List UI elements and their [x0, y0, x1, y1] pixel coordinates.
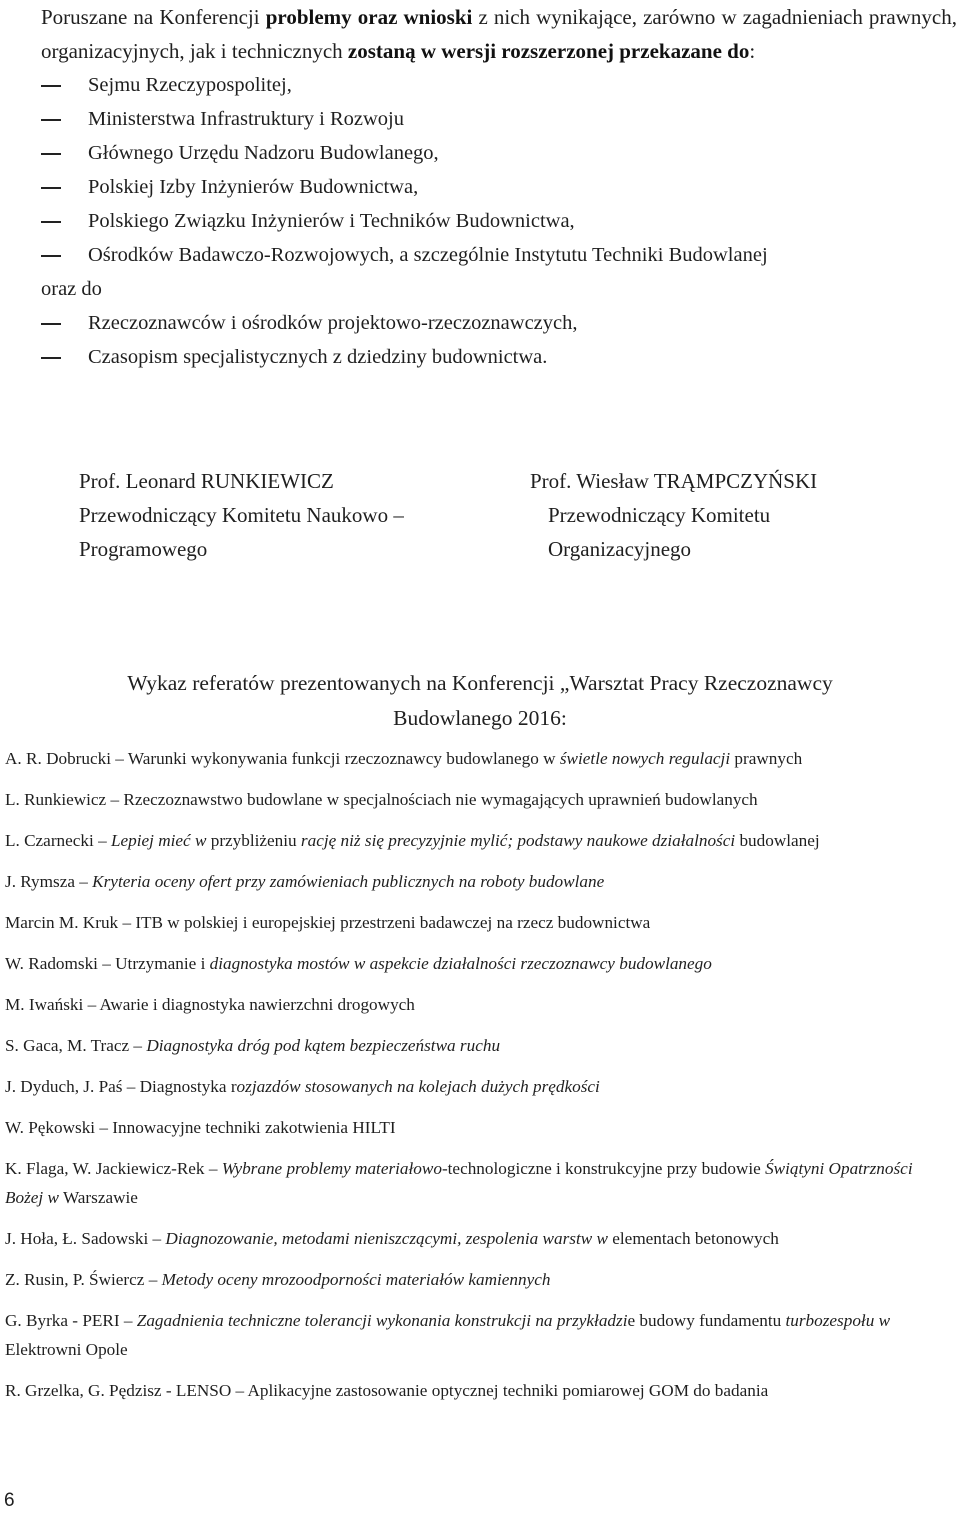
- paper-title: Diagnozowanie, metodami nieniszczącymi, zespolenia warstw w: [165, 1229, 608, 1248]
- paper-separator: –: [93, 831, 111, 850]
- paper-entry: [5, 1154, 955, 1212]
- paper-title: Świątyni Opatrzności Bożej w: [5, 1159, 913, 1207]
- paper-separator: –: [83, 995, 100, 1014]
- paper-entry: [5, 1031, 955, 1060]
- paper-title: Warunki wykonywania funkcji rzeczoznawcy budowlanego w: [127, 749, 560, 768]
- recipient-item: Polskiego Związku Inżynierów i Techników Budownictwa,: [41, 204, 957, 238]
- intro-emphasis: problemy oraz wnioski: [265, 5, 473, 29]
- paper-title: Diagnostyka dróg pod kątem bezpieczeństwa ruchu: [146, 1036, 501, 1055]
- recipients-list: [41, 68, 957, 272]
- paper-title: Innowacyjne techniki zakotwienia HILTI: [112, 1118, 396, 1137]
- paper-separator: –: [148, 1229, 166, 1248]
- paper-separator: –: [110, 749, 128, 768]
- paper-separator: –: [129, 1036, 147, 1055]
- paper-authors: S. Gaca, M. Tracz: [5, 1036, 130, 1055]
- paper-authors: R. Grzelka, G. Pędzisz - LENSO: [5, 1381, 232, 1400]
- signature-name: Prof. Wiesław TRĄMPCZYŃSKI: [530, 469, 818, 493]
- recipients-list-2: [41, 306, 957, 374]
- recipient-item: Rzeczoznawców i ośrodków projektowo-rzeczoznawczych,: [41, 306, 957, 340]
- papers-title-line: Budowlanego 2016:: [393, 706, 567, 730]
- paper-title: Awarie i diagnostyka nawierzchni drogowych: [99, 995, 415, 1014]
- paper-authors: K. Flaga, W. Jackiewicz-Rek: [5, 1159, 205, 1178]
- paper-entry: [5, 1224, 955, 1253]
- paper-authors: Marcin M. Kruk: [5, 913, 119, 932]
- paper-separator: –: [119, 1311, 137, 1330]
- paper-title: Utrzymanie i: [115, 954, 210, 973]
- paper-separator: –: [204, 1159, 222, 1178]
- paper-authors: J. Dyduch, J. Paś: [5, 1077, 123, 1096]
- paper-title: diagnostyka mostów w aspekcie działalności rzeczoznawcy budowlanego: [209, 954, 712, 973]
- paper-title: przybliżeniu: [210, 831, 297, 850]
- paper-authors: L. Czarnecki: [5, 831, 94, 850]
- paper-title: Warszawie: [58, 1188, 138, 1207]
- paper-separator: –: [74, 872, 93, 891]
- recipient-item: Głównego Urzędu Nadzoru Budowlanego,: [41, 136, 957, 170]
- page-number: 6: [4, 1490, 15, 1511]
- paper-entry: [5, 1306, 955, 1364]
- paper-authors: A. R. Dobrucki: [5, 749, 111, 768]
- paper-authors: M. Iwański: [5, 995, 84, 1014]
- paper-authors: G. Byrka - PERI: [5, 1311, 120, 1330]
- paper-entry: [5, 1376, 955, 1405]
- paper-title: turbozespołu w: [785, 1311, 891, 1330]
- paper-entry: [5, 1265, 955, 1294]
- paper-separator: –: [231, 1381, 248, 1400]
- paper-entry: [5, 949, 955, 978]
- paper-title: Elektrowni Opole: [5, 1340, 128, 1359]
- paper-entry: [5, 744, 955, 773]
- paper-entry: [5, 1072, 955, 1101]
- paper-authors: J. Rymsza: [5, 872, 75, 891]
- intro-emphasis: zostaną w wersji rozszerzonej przekazane do: [347, 39, 750, 63]
- signature-role: Programowego: [79, 537, 208, 561]
- paper-separator: –: [95, 1118, 113, 1137]
- recipient-item: Sejmu Rzeczypospolitej,: [41, 68, 957, 102]
- intro-text: z nich wynikające, zarówno w zagadnieniach prawnych, organizacyjnych, jak i technicznych: [41, 5, 957, 63]
- list-continuation: oraz do: [41, 278, 102, 300]
- intro-section: [41, 0, 957, 374]
- paper-title: e budowy fundamentu: [627, 1311, 786, 1330]
- recipient-item: Polskiej Izby Inżynierów Budownictwa,: [41, 170, 957, 204]
- paper-title: świetle nowych regulacji: [559, 749, 731, 768]
- paper-separator: –: [97, 954, 116, 973]
- paper-title: rację niż się precyzyjnie mylić; podstawy naukowe działalności: [296, 831, 736, 850]
- paper-title: ozjazdów stosowanych na kolejach dużych prędkości: [236, 1077, 600, 1096]
- paper-entry: [5, 990, 955, 1019]
- paper-title: Aplikacyjne zastosowanie optycznej techniki pomiarowej GOM do badania: [247, 1381, 769, 1400]
- paper-title: Diagnostyka r: [139, 1077, 237, 1096]
- paper-title: Zagadnienia techniczne tolerancji wykonania konstrukcji na przykładzi: [136, 1311, 628, 1330]
- paper-authors: J. Hoła, Ł. Sadowski: [5, 1229, 149, 1248]
- paper-separator: –: [144, 1270, 162, 1289]
- recipient-item: Ośrodków Badawczo-Rozwojowych, a szczególnie Instytutu Techniki Budowlanej: [41, 238, 957, 272]
- paper-title: Kryteria oceny ofert przy zamówieniach publicznych na roboty budowlane: [92, 872, 605, 891]
- paper-authors: W. Pękowski: [5, 1118, 96, 1137]
- paper-title: Wybrane problemy materiałowo: [221, 1159, 442, 1178]
- papers-title-line: Wykaz referatów prezentowanych na Konferencji „Warsztat Pracy Rzeczoznawcy: [127, 671, 833, 695]
- paper-title: Lepiej mieć w: [110, 831, 211, 850]
- signature-role: Przewodniczący Komitetu Naukowo –: [79, 503, 404, 527]
- paper-title: Rzeczoznawstwo budowlane w specjalnościach nie wymagających uprawnień budowlanych: [123, 790, 758, 809]
- paper-title: elementach betonowych: [607, 1229, 779, 1248]
- signature-right: [530, 464, 817, 566]
- paper-entry: [5, 867, 955, 896]
- intro-paragraph: [41, 0, 957, 68]
- paper-authors: L. Runkiewicz: [5, 790, 107, 809]
- signature-name: Prof. Leonard RUNKIEWICZ: [79, 469, 334, 493]
- paper-authors: W. Radomski: [5, 954, 98, 973]
- recipient-item: Czasopism specjalistycznych z dziedziny budownictwa.: [41, 340, 957, 374]
- paper-title: -technologiczne i konstrukcyjne przy budowie: [441, 1159, 766, 1178]
- intro-text: :: [749, 39, 756, 63]
- recipient-item: Ministerstwa Infrastruktury i Rozwoju: [41, 102, 957, 136]
- paper-entry: [5, 826, 955, 855]
- paper-entry: [5, 785, 955, 814]
- intro-text: Poruszane na Konferencji: [41, 5, 266, 29]
- paper-title: budowlanej: [735, 831, 820, 850]
- signature-role: Przewodniczący Komitetu: [548, 503, 771, 527]
- paper-entry: [5, 1113, 955, 1142]
- paper-separator: –: [118, 913, 136, 932]
- paper-authors: Z. Rusin, P. Świercz: [5, 1270, 145, 1289]
- signature-left: [79, 464, 404, 566]
- papers-list: [5, 744, 955, 1417]
- paper-title: prawnych: [730, 749, 803, 768]
- paper-title: Metody oceny mrozoodporności materiałów kamiennych: [161, 1270, 551, 1289]
- paper-title: ITB w polskiej i europejskiej przestrzeni badawczej na rzecz budownictwa: [135, 913, 651, 932]
- paper-entry: [5, 908, 955, 937]
- paper-separator: –: [106, 790, 124, 809]
- signature-role: Organizacyjnego: [548, 537, 692, 561]
- papers-list-title: [0, 666, 960, 736]
- paper-separator: –: [122, 1077, 140, 1096]
